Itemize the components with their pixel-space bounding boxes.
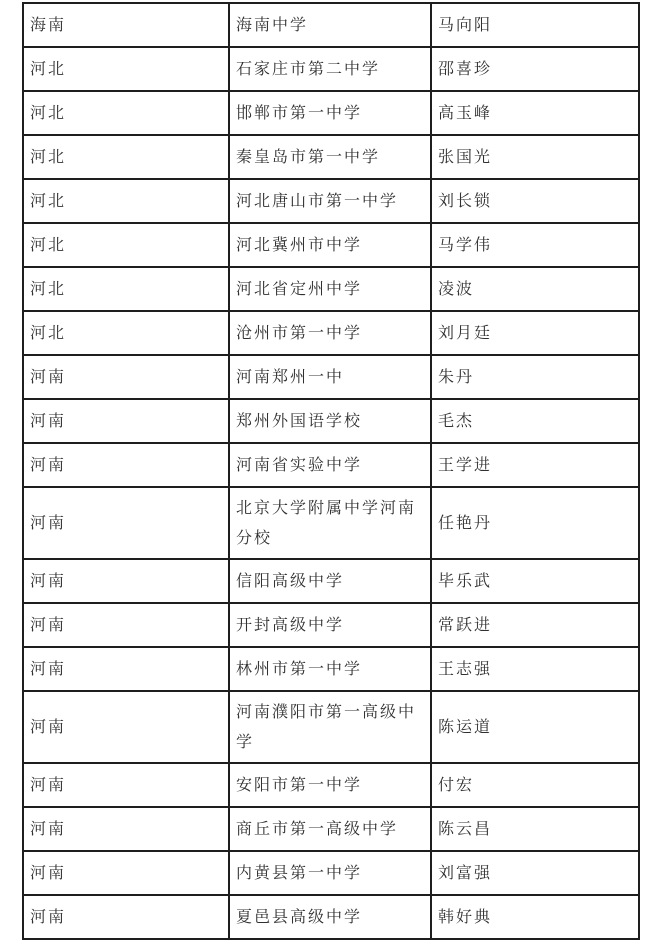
table-row [23,311,639,355]
table-row [23,895,639,939]
cell-school: 河南濮阳市第一高级中学 [229,691,431,763]
cell-school: 石家庄市第二中学 [229,47,431,91]
cell-province: 河北 [23,135,229,179]
cell-person: 刘富强 [431,851,639,895]
roster-table [22,2,640,940]
cell-person: 任艳丹 [431,487,639,559]
cell-school: 内黄县第一中学 [229,851,431,895]
cell-person: 毛杰 [431,399,639,443]
table-row [23,223,639,267]
table-row [23,647,639,691]
cell-person: 高玉峰 [431,91,639,135]
cell-province: 河南 [23,691,229,763]
cell-person: 王志强 [431,647,639,691]
cell-province: 河北 [23,179,229,223]
cell-person: 邵喜珍 [431,47,639,91]
table-row [23,603,639,647]
cell-province: 海南 [23,3,229,47]
cell-province: 河北 [23,223,229,267]
cell-school: 郑州外国语学校 [229,399,431,443]
cell-person: 韩好典 [431,895,639,939]
cell-person: 陈运道 [431,691,639,763]
cell-province: 河南 [23,559,229,603]
cell-person: 马向阳 [431,3,639,47]
cell-person: 张国光 [431,135,639,179]
cell-school: 秦皇岛市第一中学 [229,135,431,179]
table-row [23,179,639,223]
table-row [23,559,639,603]
table-row [23,3,639,47]
cell-province: 河南 [23,851,229,895]
table-row [23,807,639,851]
table-row [23,267,639,311]
table-row [23,355,639,399]
cell-school: 河南省实验中学 [229,443,431,487]
cell-school: 夏邑县高级中学 [229,895,431,939]
cell-province: 河北 [23,311,229,355]
cell-person: 刘月廷 [431,311,639,355]
cell-province: 河南 [23,807,229,851]
table-row [23,487,639,559]
cell-province: 河南 [23,895,229,939]
cell-school: 海南中学 [229,3,431,47]
cell-school: 北京大学附属中学河南分校 [229,487,431,559]
cell-province: 河南 [23,487,229,559]
cell-province: 河北 [23,47,229,91]
cell-school: 信阳高级中学 [229,559,431,603]
cell-person: 陈云昌 [431,807,639,851]
cell-province: 河北 [23,267,229,311]
cell-province: 河南 [23,443,229,487]
cell-school: 河北唐山市第一中学 [229,179,431,223]
cell-person: 马学伟 [431,223,639,267]
cell-province: 河南 [23,647,229,691]
cell-school: 河南郑州一中 [229,355,431,399]
cell-person: 常跃进 [431,603,639,647]
cell-school: 商丘市第一高级中学 [229,807,431,851]
cell-school: 开封高级中学 [229,603,431,647]
table-row [23,443,639,487]
cell-school: 邯郸市第一中学 [229,91,431,135]
cell-person: 毕乐武 [431,559,639,603]
cell-person: 刘长锁 [431,179,639,223]
cell-school: 安阳市第一中学 [229,763,431,807]
table-row [23,851,639,895]
cell-school: 河北省定州中学 [229,267,431,311]
table-row [23,135,639,179]
cell-school: 沧州市第一中学 [229,311,431,355]
cell-province: 河南 [23,355,229,399]
cell-province: 河北 [23,91,229,135]
cell-person: 付宏 [431,763,639,807]
table-row [23,91,639,135]
cell-province: 河南 [23,603,229,647]
cell-school: 河北冀州市中学 [229,223,431,267]
table-row [23,399,639,443]
cell-person: 王学进 [431,443,639,487]
cell-school: 林州市第一中学 [229,647,431,691]
table-row [23,691,639,763]
cell-person: 凌波 [431,267,639,311]
table-row [23,47,639,91]
cell-person: 朱丹 [431,355,639,399]
table-row [23,763,639,807]
cell-province: 河南 [23,399,229,443]
cell-province: 河南 [23,763,229,807]
